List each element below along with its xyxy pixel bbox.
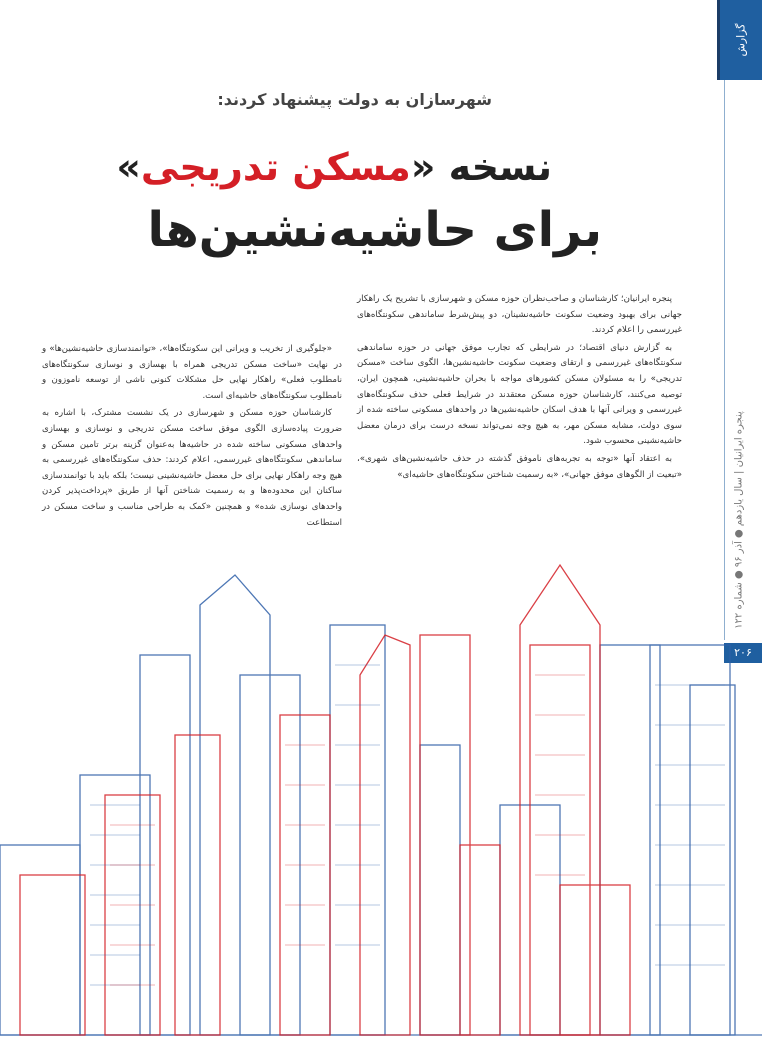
section-tab [717,0,762,80]
paragraph: پنجره ایرانیان؛ کارشناسان و صاحب‌نظران حوزه مسکن و شهرسازی با تشریح یک راهکار جهانی برای بهبود وضعیت سکونت حاشیه‌نشینان، دو پیش‌شرط ساماندهی سکونتگاه‌های غیررسمی را اعلام کردند. [357,294,682,336]
headline-highlight: مسکن تدریجی [140,145,411,189]
headline-line-1 [116,145,552,189]
article-column-left [42,342,342,533]
kicker: شهرسازان به دولت پیشنهاد کردند: [217,90,492,109]
issue-info-text: پنجره ایرانیان | سال یازدهم ● آذر ۹۶ ● شماره ۱۲۲ [733,411,745,629]
paragraph: به گزارش دنیای اقتصاد؛ در شرایطی که تجارب موفق جهانی در حوزه ساماندهی سکونتگاه‌های غیررسمی و ارتقای وضعیت سکونت حاشیه‌نشین‌ها، الگوی ساخت «مسکن تدریجی» را به مسئولان مسکن کشورهای مواجه با بحران حاشیه‌نشینی، همچون ایران، توصیه می‌کنند، کارشناسان حوزه مسکن معتقدند در شرایط فعلی حذف سکونتگاه‌های غیررسمی و ویرانی آنها با هدف اسکان حاشیه‌نشین‌ها در واحدهای مسکونی ساخته شده از سوی دولت، مشابه مسکن مهر، به هیچ وجه نمی‌تواند نسخه درست برای درمان معضل حاشیه‌نشینی محسوب شود. [357,342,682,447]
headline-line-2: برای حاشیه‌نشین‌ها [147,202,602,258]
city-skyline-illustration [0,545,762,1045]
paragraph: «جلوگیری از تخریب و ویرانی این سکونتگاه‌ها»، «توانمندسازی حاشیه‌نشین‌ها» و در نهایت «ساخت مسکن تدریجی همراه با بهسازی و نوسازی سکونتگاه‌های نامطلوب فعلی» راهکار نهایی حل مشکلات کنونی ناشی از توسعه ناموزون و نامطلوب سکونتگاه‌های حاشیه‌ای است. [42,344,342,401]
headline-prefix: نسخه « [410,145,552,189]
page-number: ۲۰۶ [724,643,762,663]
section-tab-label: گزارش [734,23,748,57]
paragraph: کارشناسان حوزه مسکن و شهرسازی در یک نشست مشترک، با اشاره به ضرورت پیاده‌سازی الگوی موفق ساخت مسکن تدریجی و نوسازی و بهسازی واحدهای مسکونی ساخته شده در حاشیه‌ها به‌عنوان گزینه برتر تامین مسکن و ساماندهی سکونتگاه‌های غیررسمی، اعلام کردند: حذف سکونتگاه‌های غیررسمی به هیچ وجه راهکار نهایی برای حل معضل حاشیه‌نشینی نیست؛ بلکه باید با توانمندسازی ساکنان این محدوده‌ها و به رسمیت شناختن آنها از طریق «پرداخت‌پذیر کردن واحدهای نوسازی شده» و همچنین «کمک به طراحی مناسب و ساخت مسکن در استطاعت [42,408,342,528]
headline-suffix: » [116,145,141,189]
paragraph: به اعتقاد آنها «توجه به تجربه‌های ناموفق گذشته در حذف حاشیه‌نشین‌های شهری»، «تبعیت از الگوهای موفق جهانی»، «به رسمیت شناختن سکونتگاه‌های حاشیه‌ای» [357,453,682,480]
article-column-right [357,292,682,485]
